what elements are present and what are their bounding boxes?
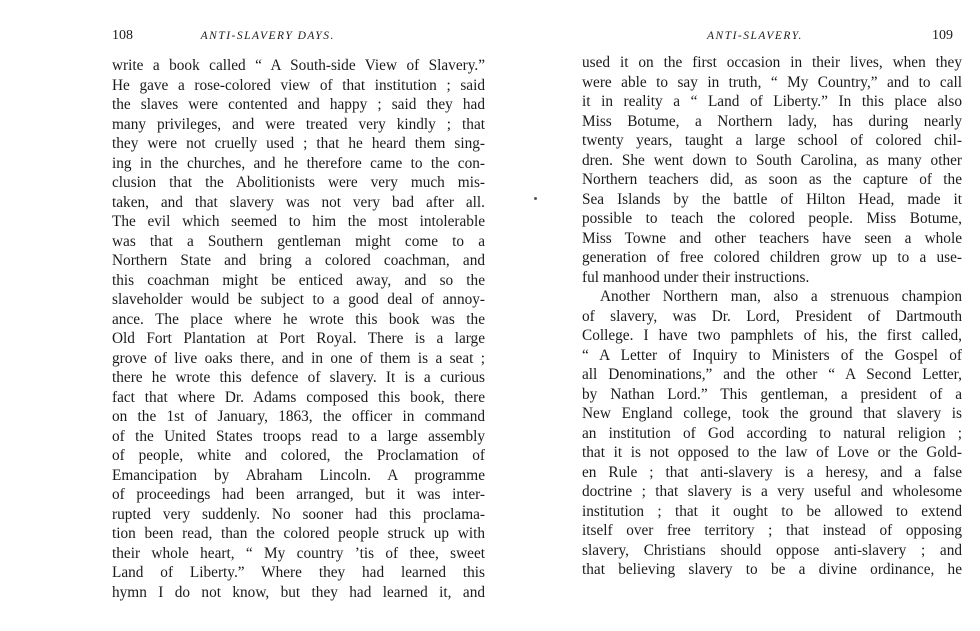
text-line: slavery, Christians should oppose anti-slavery ; and (582, 541, 962, 559)
text-line: slaveholder would be subject to a good deal of annoy- (112, 291, 485, 308)
text-line: of slavery, was Dr. Lord, President of Dartmouth (582, 307, 962, 325)
text-line: was that a Southern gentleman might come to a (112, 232, 485, 250)
text-line: Old Fort Plantation at Port Royal. There is a large (112, 330, 485, 347)
text-line: He gave a rose-colored view of that institution ; said (112, 76, 485, 94)
text-line: an institution of God according to natural religion ; (582, 424, 962, 442)
text-line: their whole heart, “ My country ’tis of thee, sweet (112, 544, 485, 562)
text-line: The evil which seemed to him the most intolerable (112, 213, 485, 230)
text-line: fact that where Dr. Adams composed this book, there (112, 388, 485, 406)
text-line: Another Northern man, also a strenuous champion (600, 288, 962, 305)
text-line: grove of live oaks there, and in one of them is a seat ; (112, 349, 485, 367)
text-line: there he wrote this defence of slavery. It is a curious (112, 369, 485, 386)
left-page-number: 108 (112, 28, 133, 43)
text-line: this coachman might be enticed away, and so the (112, 271, 485, 289)
text-line: Miss Botume, a Northern lady, has during nearly (582, 112, 962, 130)
text-line: that it is not opposed to the law of Love or the Gold- (582, 444, 962, 461)
text-line: dren. She went down to South Carolina, as many other (582, 151, 962, 169)
left-header (112, 28, 485, 44)
text-line: used it on the first occasion in their lives, when they (582, 54, 962, 71)
right-running-head: ANTI-SLAVERY. (707, 30, 803, 42)
text-line: Land of Liberty.” Where they had learned this (112, 564, 485, 581)
margin-mark (534, 197, 537, 200)
text-line: hymn I do not know, but they had learned it, and (112, 583, 485, 601)
text-line: of proceedings had been arranged, but it was inter- (112, 486, 485, 503)
left-running-head: ANTI-SLAVERY DAYS. (200, 30, 335, 42)
text-line: twenty years, taught a large school of colored chil- (582, 132, 962, 149)
text-line: of the United States troops read to a large assembly (112, 427, 485, 445)
text-line: Sea Islands by the battle of Hilton Head, made it (582, 190, 962, 208)
text-line: that believing slavery to be a divine ordinance, he (582, 561, 962, 578)
text-line: clusion that the Abolitionists were very much mis- (112, 174, 485, 191)
text-line: Northern teachers did, as soon as the capture of the (582, 171, 962, 188)
text-line: College. I have two pamphlets of his, the first called, (582, 327, 962, 344)
text-line: ing in the churches, and he therefore came to the con- (112, 154, 485, 172)
text-line: by Nathan Lord.” This gentleman, a president of a (582, 385, 962, 403)
text-line: Northern State and bring a colored coachman, and (112, 252, 485, 269)
text-line: tion been read, than the colored people struck up with (112, 525, 485, 542)
text-line: many privileges, and were treated very kindly ; that (112, 115, 485, 133)
text-line: itself over free territory ; that instead of opposing (582, 522, 962, 539)
right-page (490, 0, 980, 631)
text-line: “ A Letter of Inquiry to Ministers of the Gospel of (582, 346, 962, 364)
text-line: institution ; that it ought to be allowed to extend (582, 502, 962, 520)
text-line: doctrine ; that slavery is a very useful and wholesome (582, 483, 962, 500)
text-line: they were not cruelly used ; that he heard them sing- (112, 135, 485, 152)
text-line: write a book called “ A South-side View of Slavery.” (112, 57, 485, 74)
text-line: New England college, took the ground that slavery is (582, 405, 962, 422)
left-body-text (112, 56, 485, 602)
text-line: taken, and that slavery was not very bad after all. (112, 193, 485, 211)
text-line: generation of free colored children grow up to a use- (582, 249, 962, 266)
text-line: possible to teach the colored people. Miss Botume, (582, 210, 962, 227)
right-page-number: 109 (932, 28, 953, 43)
text-line: were able to say in truth, “ My Country,” and to call (582, 73, 962, 91)
text-line: it in reality a “ Land of Liberty.” In this place also (582, 93, 962, 110)
text-line: the slaves were contented and happy ; said they had (112, 96, 485, 113)
text-line: on the 1st of January, 1863, the officer in command (112, 408, 485, 425)
text-line: ance. The place where he wrote this book was the (112, 310, 485, 328)
text-line: all Denominations,” and the other “ A Second Letter, (582, 366, 962, 383)
text-line: Emancipation by Abraham Lincoln. A programme (112, 466, 485, 484)
text-line: en Rule ; that anti-slavery is a heresy, and a false (582, 463, 962, 481)
text-line: ful manhood under their instructions. (582, 268, 810, 286)
text-line: rupted very suddenly. No sooner had this proclama- (112, 505, 485, 523)
right-body-text (582, 53, 962, 580)
text-line: of people, white and colored, the Proclamation of (112, 447, 485, 464)
text-line: Miss Towne and other teachers have seen a whole (582, 229, 962, 247)
